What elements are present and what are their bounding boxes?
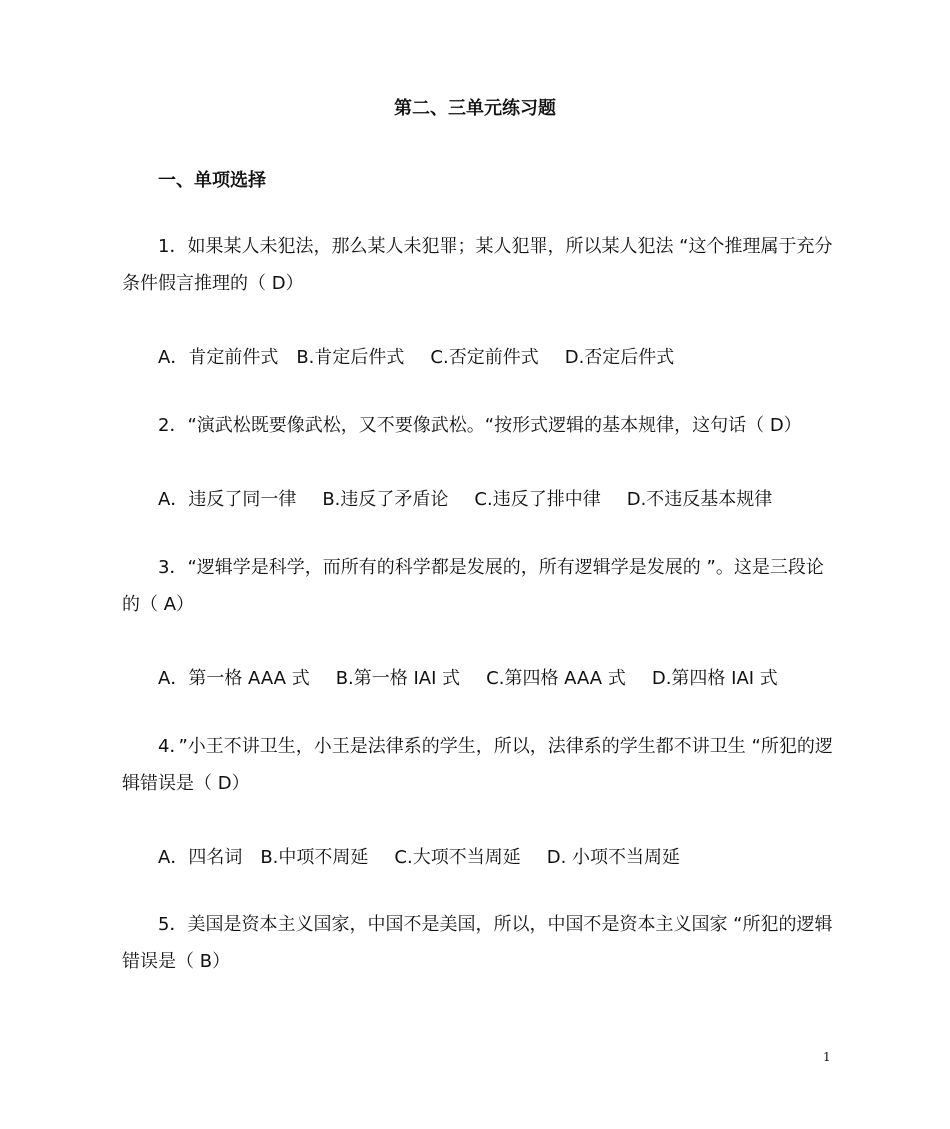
option-d: D.不违反基本规律	[626, 489, 773, 510]
option-b: B.第一格 IAI 式	[335, 668, 461, 689]
question-2-options	[158, 485, 772, 511]
question-4: 4．”小王不讲卫生，小王是法律系的学生，所以，法律系的学生都不讲卫生 “所犯的逻辑错误是（ D）	[122, 736, 833, 794]
option-b: B.肯定后件式	[296, 347, 405, 368]
option-d: D. 小项不当周延	[546, 847, 681, 868]
page-number: 1	[823, 1050, 831, 1064]
question-3-options	[158, 664, 778, 690]
option-c: C.否定前件式	[430, 347, 539, 368]
option-c: C.第四格 AAA 式	[486, 668, 626, 689]
page-title: 第二、三单元练习题	[394, 98, 556, 119]
option-c: C.违反了排中律	[474, 489, 601, 510]
option-a: A．肯定前件式	[158, 347, 279, 368]
option-b: B.违反了矛盾论	[322, 489, 449, 510]
option-a: A．四名词	[158, 847, 243, 868]
question-4-options	[158, 843, 680, 869]
question-2: 2．“演武松既要像武松，又不要像武松。“按形式逻辑的基本规律，这句话（ D）	[158, 415, 802, 436]
section-heading: 一、单项选择	[158, 170, 266, 191]
question-3: 3．“逻辑学是科学，而所有的科学都是发展的，所有逻辑学是发展的 ”。这是三段论的（ A）	[122, 557, 824, 615]
question-5: 5．美国是资本主义国家，中国不是美国，所以，中国不是资本主义国家 “所犯的逻辑错误是（ B）	[122, 914, 833, 972]
option-d: D.第四格 IAI 式	[651, 668, 778, 689]
option-a: A．第一格 AAA 式	[158, 668, 310, 689]
question-1-options	[158, 343, 674, 369]
option-b: B.中项不周延	[260, 847, 369, 868]
option-c: C.大项不当周延	[394, 847, 521, 868]
option-d: D.否定后件式	[564, 347, 675, 368]
question-1: 1．如果某人未犯法，那么某人未犯罪；某人犯罪，所以某人犯法 “这个推理属于充分条件假言推理的（ D）	[122, 236, 833, 294]
option-a: A．违反了同一律	[158, 489, 297, 510]
